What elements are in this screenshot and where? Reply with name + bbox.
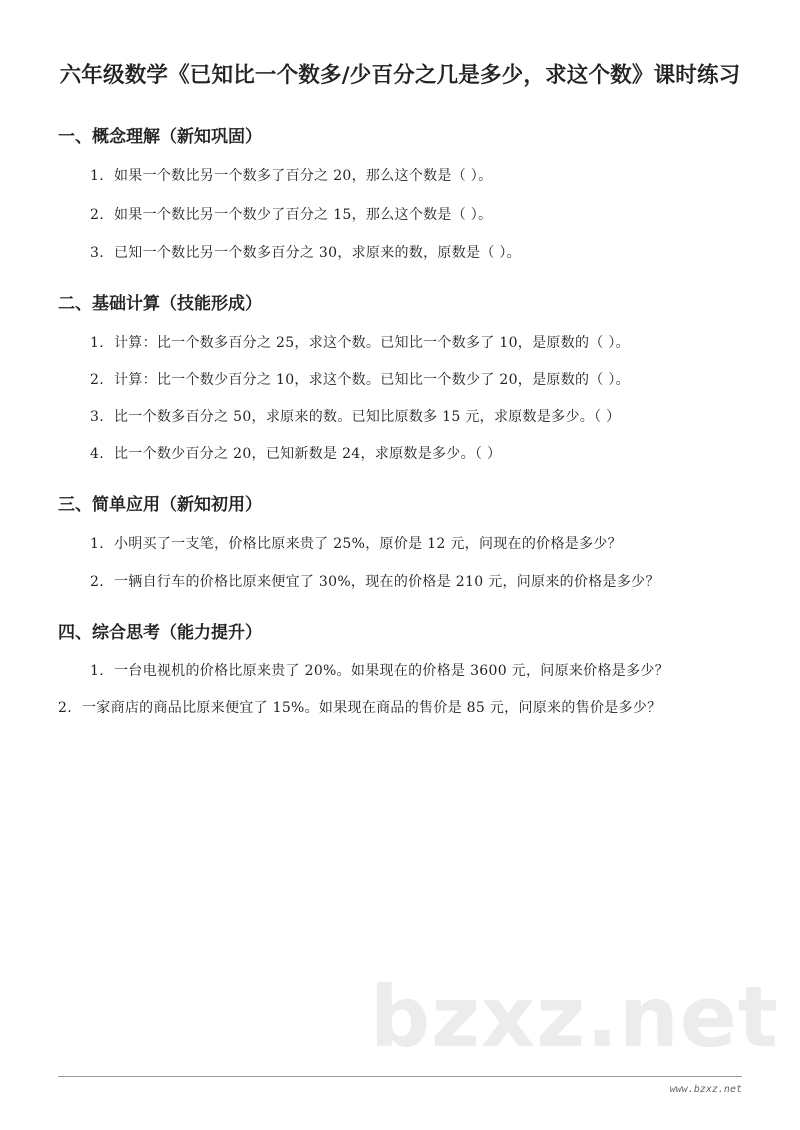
question-item xyxy=(90,533,622,553)
question-text: 一家商店的商品比原来便宜了 15%。如果现在商品的售价是 85 元，问原来的售价是多少？ xyxy=(81,700,662,716)
section-heading-application: 三、简单应用（新知初用） xyxy=(58,495,262,515)
question-item xyxy=(58,697,661,717)
question-number: 3. xyxy=(90,409,104,425)
question-item xyxy=(90,332,630,352)
watermark: bzxz.net xyxy=(370,968,779,1066)
question-number: 4. xyxy=(90,446,104,462)
question-text: 如果一个数比另一个数多了百分之 20，那么这个数是（ ）。 xyxy=(113,168,493,184)
question-text: 比一个数多百分之 50，求原来的数。已知比原数多 15 元，求原数是多少。（ ） xyxy=(113,409,621,425)
page-title: 六年级数学《已知比一个数多/少百分之几是多少，求这个数》课时练习 xyxy=(59,63,741,88)
question-number: 1. xyxy=(90,536,104,552)
question-text: 一辆自行车的价格比原来便宜了 30%，现在的价格是 210 元，问原来的价格是多少？ xyxy=(113,574,660,590)
question-text: 计算：比一个数少百分之 10，求这个数。已知比一个数少了 20，是原数的（ ）。 xyxy=(113,372,630,388)
footer-divider xyxy=(58,1076,742,1077)
question-item xyxy=(90,406,620,426)
question-item xyxy=(90,571,660,591)
section-heading-comprehensive: 四、综合思考（能力提升） xyxy=(58,623,262,643)
question-number: 2. xyxy=(90,207,104,223)
question-number: 1. xyxy=(90,168,104,184)
question-text: 已知一个数比另一个数多百分之 30，求原来的数，原数是（ ）。 xyxy=(113,245,521,261)
question-item xyxy=(90,204,492,224)
question-item xyxy=(90,242,521,262)
question-number: 3. xyxy=(90,245,104,261)
question-item xyxy=(90,369,630,389)
question-text: 一台电视机的价格比原来贵了 20%。如果现在的价格是 3600 元，问原来价格是多少？ xyxy=(113,663,669,679)
question-number: 2. xyxy=(90,574,104,590)
question-item xyxy=(90,443,501,463)
question-number: 2. xyxy=(90,372,104,388)
question-number: 1. xyxy=(90,663,104,679)
question-item xyxy=(90,165,492,185)
question-number: 1. xyxy=(90,335,104,351)
question-text: 计算：比一个数多百分之 25，求这个数。已知比一个数多了 10，是原数的（ ）。 xyxy=(113,335,630,351)
question-text: 如果一个数比另一个数少了百分之 15，那么这个数是（ ）。 xyxy=(113,207,493,223)
section-heading-basic-calc: 二、基础计算（技能形成） xyxy=(58,294,262,314)
question-text: 小明买了一支笔，价格比原来贵了 25%，原价是 12 元，问现在的价格是多少？ xyxy=(113,536,622,552)
question-item xyxy=(90,660,669,680)
footer-url[interactable]: www.bzxz.net xyxy=(669,1084,742,1095)
section-heading-concept: 一、概念理解（新知巩固） xyxy=(58,127,262,147)
question-number: 2. xyxy=(58,700,72,716)
question-text: 比一个数少百分之 20，已知新数是 24，求原数是多少。（ ） xyxy=(113,446,502,462)
